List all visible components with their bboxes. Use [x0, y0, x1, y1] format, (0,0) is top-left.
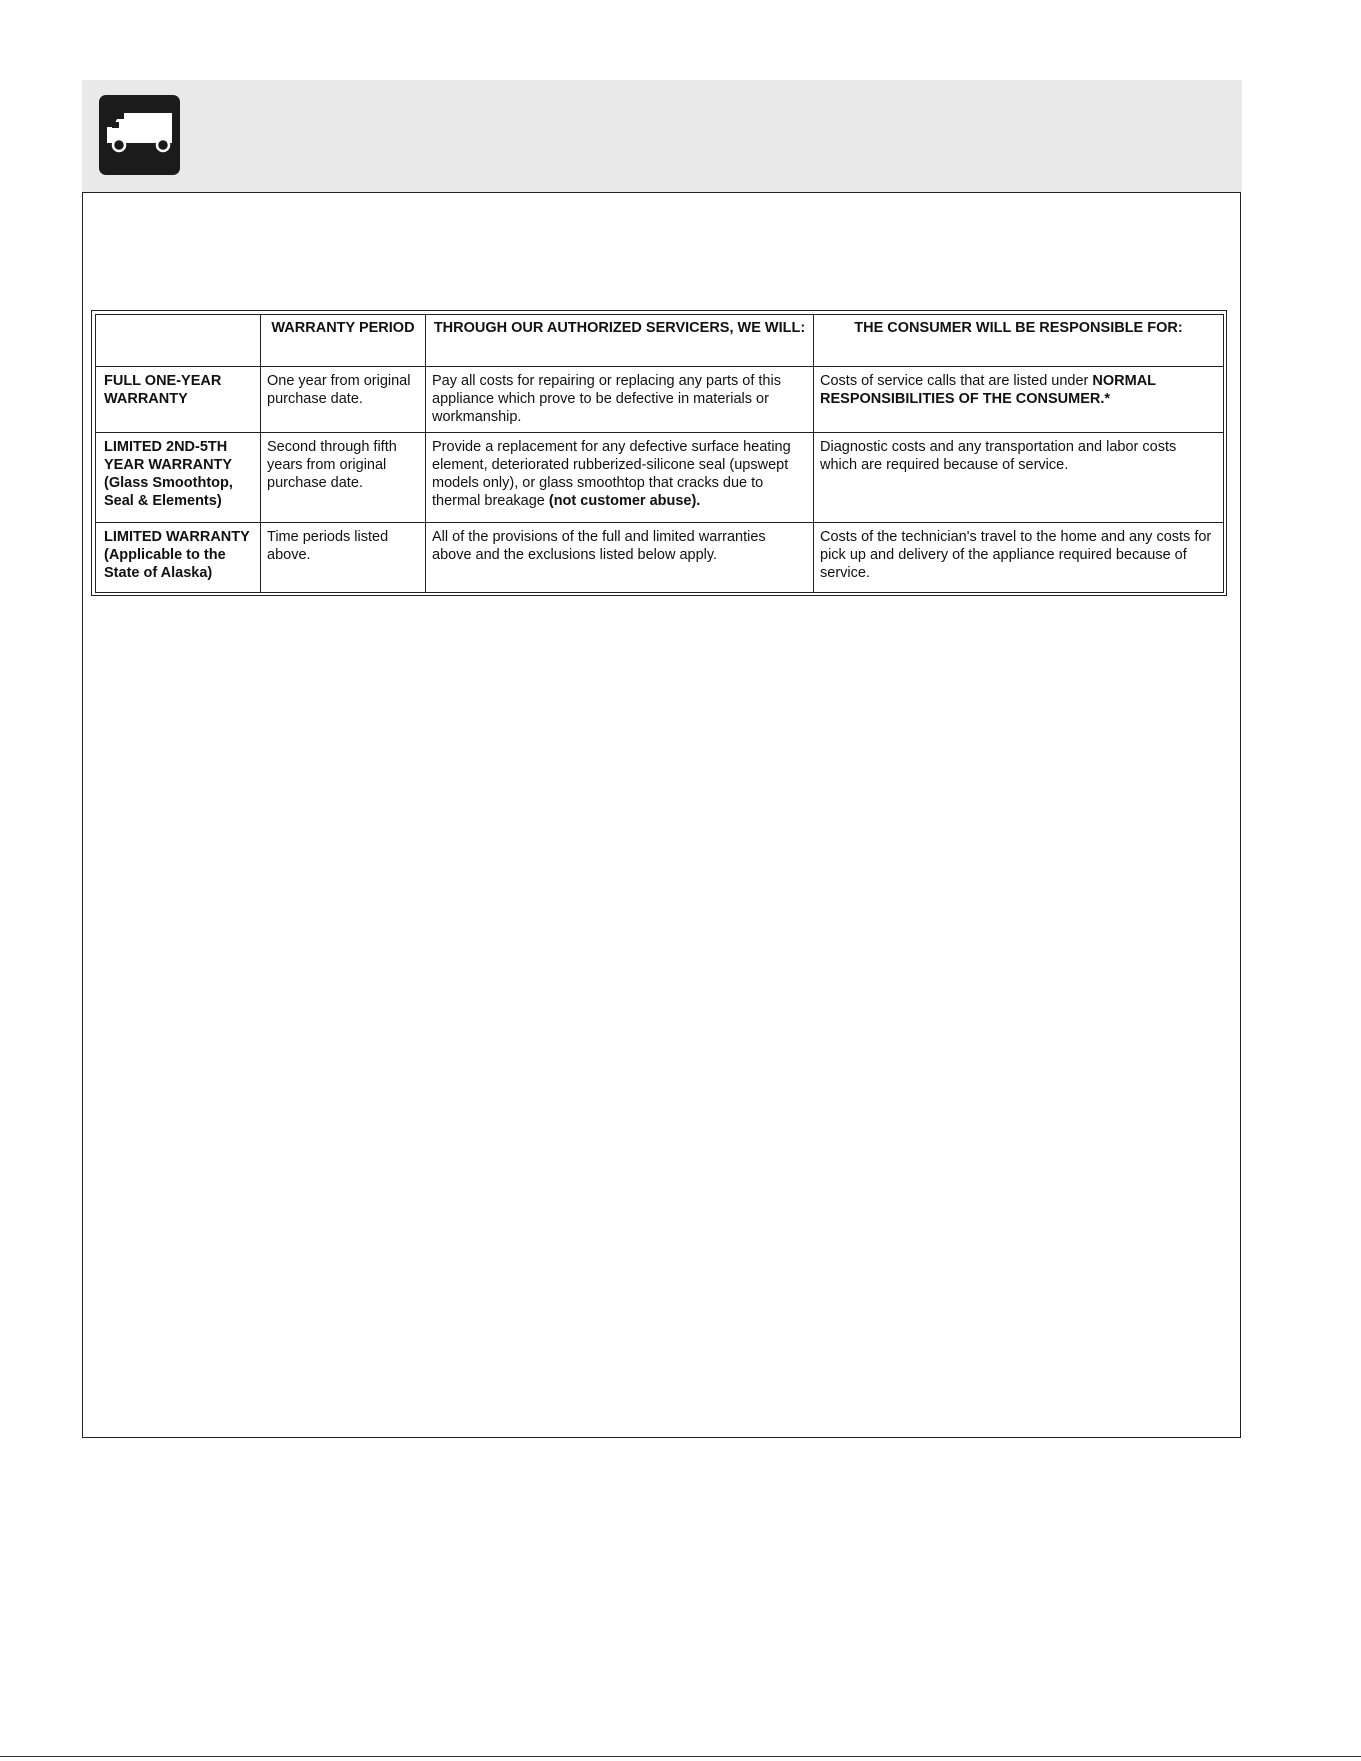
truck-icon	[99, 95, 180, 175]
warranty-period: Time periods listed above.	[261, 523, 426, 593]
we-will-cell: All of the provisions of the full and limited warranties above and the exclusions listed below apply.	[426, 523, 814, 593]
we-will-text: Provide a replacement for any defective surface heating element, deteriorated rubberized-silicone seal (upswept models only), or glass smoothtop that cracks due to thermal breakage	[432, 439, 791, 509]
warranty-table	[95, 314, 1224, 593]
warranty-type: FULL ONE-YEAR WARRANTY	[96, 367, 261, 433]
table-header-row	[96, 315, 1224, 367]
table-row	[96, 367, 1224, 433]
we-will-cell	[426, 433, 814, 523]
page-bottom-rule	[0, 1756, 1361, 1757]
warranty-period: Second through fifth years from original purchase date.	[261, 433, 426, 523]
consumer-cell: Diagnostic costs and any transportation and labor costs which are required because of service.	[814, 433, 1224, 523]
consumer-cell: Costs of the technician's travel to the home and any costs for pick up and delivery of the appliance required because of service.	[814, 523, 1224, 593]
consumer-text-bold: NORMAL RESPONSIBILITIES OF THE CONSUMER.*	[820, 373, 1156, 407]
column-header-warranty-period: WARRANTY PERIOD	[261, 315, 426, 367]
table-row	[96, 523, 1224, 593]
warranty-type: LIMITED 2ND-5TH YEAR WARRANTY (Glass Smoothtop, Seal & Elements)	[96, 433, 261, 523]
we-will-cell: Pay all costs for repairing or replacing any parts of this appliance which prove to be defective in materials or workmanship.	[426, 367, 814, 433]
consumer-cell	[814, 367, 1224, 433]
warranty-type: LIMITED WARRANTY (Applicable to the State of Alaska)	[96, 523, 261, 593]
column-header-blank	[96, 315, 261, 367]
consumer-text: Costs of service calls that are listed under	[820, 373, 1093, 389]
we-will-text-bold: (not customer abuse).	[548, 493, 701, 509]
column-header-consumer-responsible: THE CONSUMER WILL BE RESPONSIBLE FOR:	[814, 315, 1224, 367]
column-header-we-will: THROUGH OUR AUTHORIZED SERVICERS, WE WILL:	[426, 315, 814, 367]
header-band	[82, 80, 1242, 192]
table-row	[96, 433, 1224, 523]
warranty-period: One year from original purchase date.	[261, 367, 426, 433]
